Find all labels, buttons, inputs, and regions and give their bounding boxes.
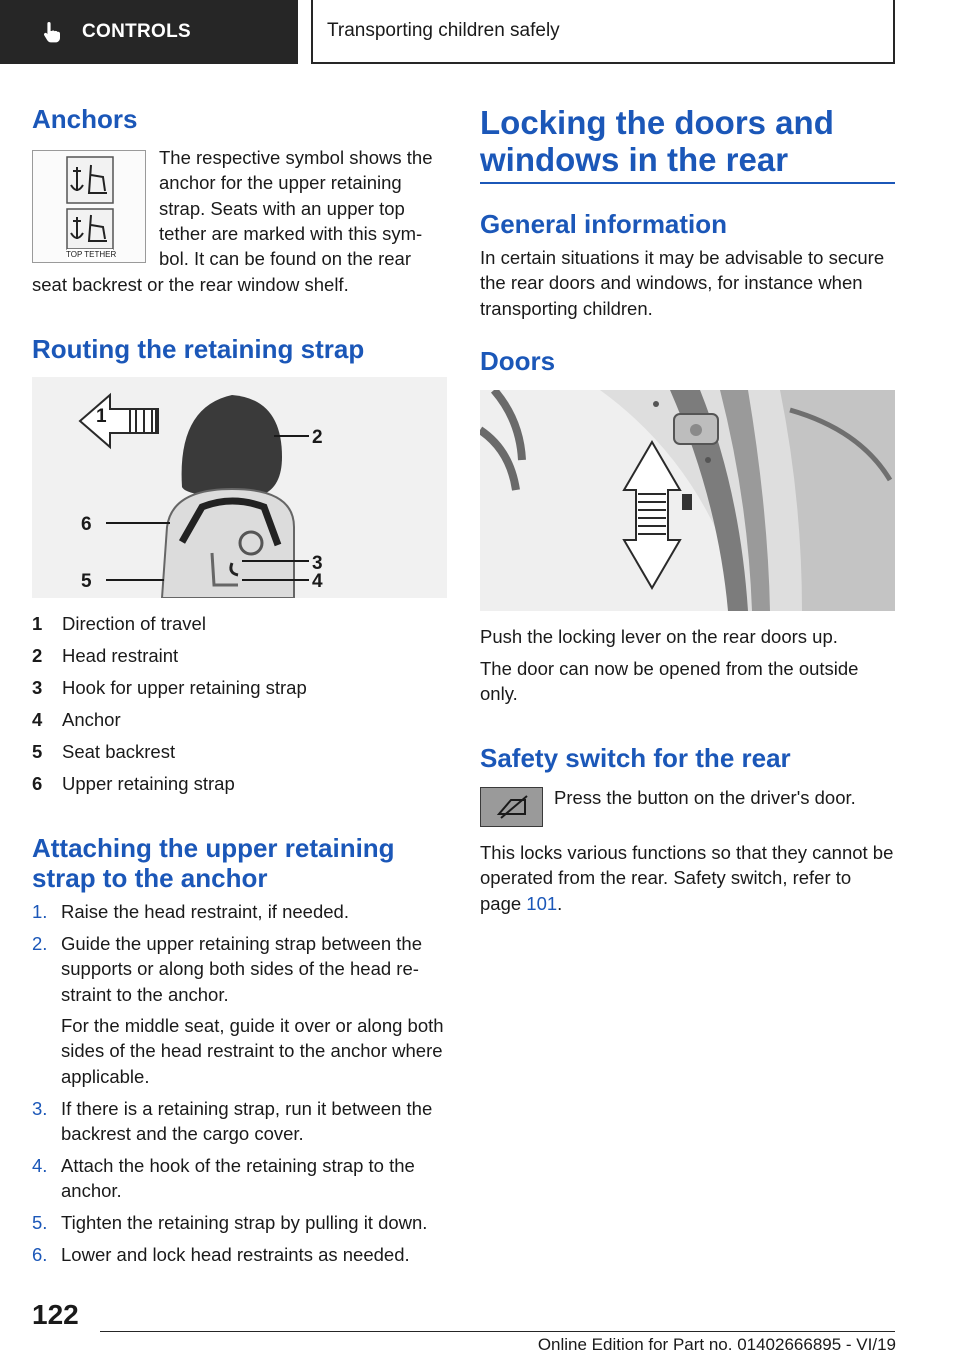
step-number: 2. <box>32 933 48 954</box>
step-number: 6. <box>32 1244 48 1265</box>
step-number: 4. <box>32 1155 48 1176</box>
top-tether-label: TOP TETHER <box>66 250 117 259</box>
page-title-line-2: windows in the rear <box>480 141 789 178</box>
step-note <box>32 1013 447 1089</box>
step-number: 1. <box>32 901 48 922</box>
safety-switch-instruction: Press the button on the driver's door. <box>554 787 856 808</box>
step-text: Attach the hook of the retaining strap to the anchor. <box>61 1155 415 1202</box>
step-text: Tighten the retaining strap by pulling it down. <box>61 1212 428 1233</box>
step-item <box>32 931 447 1007</box>
page-number: 122 <box>32 1299 79 1330</box>
step-item <box>32 1242 447 1267</box>
legend-text: Head restraint <box>62 645 179 666</box>
safety-switch-button-image <box>480 787 543 827</box>
section-label: CONTROLS <box>82 21 192 42</box>
anchors-line-5: bol. It can be found on the rear <box>159 248 411 270</box>
legend-number: 2 <box>32 645 43 666</box>
callout-2: 2 <box>312 427 323 448</box>
sentence-end: . <box>557 892 563 914</box>
step-text: For the middle seat, guide it over or along both sides of the head restraint to the anchor where applicable. <box>61 1015 444 1087</box>
attach-heading-line-2: strap to the anchor <box>32 863 268 893</box>
pointing-hand-icon <box>40 20 64 44</box>
routing-figure <box>32 377 447 598</box>
step-text: Raise the head restraint, if needed. <box>61 901 349 922</box>
section-tab <box>0 0 298 64</box>
anchors-line-4: tether are marked with this sym- <box>159 222 423 244</box>
general-information-heading: General information <box>480 209 728 239</box>
step-text: If there is a retaining strap, run it between the backrest and the cargo cover. <box>61 1098 433 1145</box>
anchors-text-wrapped <box>159 145 433 271</box>
step-item <box>32 1096 447 1147</box>
page-title-line-1: Locking the doors and <box>480 104 834 141</box>
breadcrumb <box>311 0 895 64</box>
footer-divider <box>100 1331 895 1332</box>
general-information-text: In certain situations it may be advisable to secure the rear doors and windows, for instance when transporting children. <box>480 247 885 319</box>
callout-4: 4 <box>312 571 323 592</box>
anchors-line-2: anchor for the upper retaining <box>159 172 402 194</box>
routing-heading: Routing the retaining strap <box>32 334 365 364</box>
attach-heading-line-1: Attaching the upper retaining <box>32 833 395 863</box>
callout-5: 5 <box>81 571 92 592</box>
step-number: 3. <box>32 1098 48 1119</box>
doors-heading: Doors <box>480 346 556 376</box>
anchors-line-6: seat backrest or the rear window shelf. <box>32 274 349 295</box>
anchors-line-3: strap. Seats with an upper top <box>159 197 405 219</box>
callout-1: 1 <box>96 406 107 427</box>
safety-switch-heading: Safety switch for the rear <box>480 743 791 773</box>
step-item <box>32 1153 447 1204</box>
door-lock-diagram <box>480 390 895 611</box>
legend-number: 1 <box>32 613 43 634</box>
anchors-line-1: The respective symbol shows the <box>159 147 433 168</box>
legend-number: 6 <box>32 773 43 794</box>
step-item <box>32 1210 447 1235</box>
headrest-diagram <box>32 377 447 598</box>
legend-text: Hook for upper retaining strap <box>62 677 307 698</box>
legend-text: Upper retaining strap <box>62 773 235 794</box>
page-reference-link[interactable]: 101 <box>526 892 558 914</box>
legend-text: Anchor <box>62 709 121 730</box>
edition-note: Online Edition for Part no. 01402666895 - VI/19 <box>537 1335 896 1354</box>
door-lock-figure <box>480 390 895 611</box>
anchors-heading: Anchors <box>32 104 138 134</box>
legend-number: 4 <box>32 709 43 730</box>
step-item <box>32 899 447 924</box>
doors-text-2: The door can now be opened from the outside only. <box>480 658 859 705</box>
callout-6: 6 <box>81 514 92 535</box>
legend-text: Direction of travel <box>62 613 206 634</box>
legend-number: 3 <box>32 677 43 698</box>
top-tether-symbol-image <box>32 150 146 263</box>
safety-switch-text <box>480 840 896 916</box>
title-divider <box>480 182 895 184</box>
legend-number: 5 <box>32 741 43 762</box>
window-lock-icon <box>481 788 542 826</box>
doors-text-1: Push the locking lever on the rear doors up. <box>480 626 838 647</box>
step-text: Guide the upper retaining strap between the supports or along both sides of the head re-straint to the anchor. <box>61 933 422 1005</box>
safety-switch-description: This locks various functions so that they cannot be operated from the rear. Safety switch, refer to page <box>480 842 894 914</box>
step-number: 5. <box>32 1212 48 1233</box>
legend-text: Seat backrest <box>62 741 176 762</box>
step-text: Lower and lock head restraints as needed. <box>61 1244 410 1265</box>
breadcrumb-title: Transporting children safely <box>327 20 560 41</box>
callout-3: 3 <box>312 553 323 574</box>
top-tether-icon <box>33 151 145 262</box>
